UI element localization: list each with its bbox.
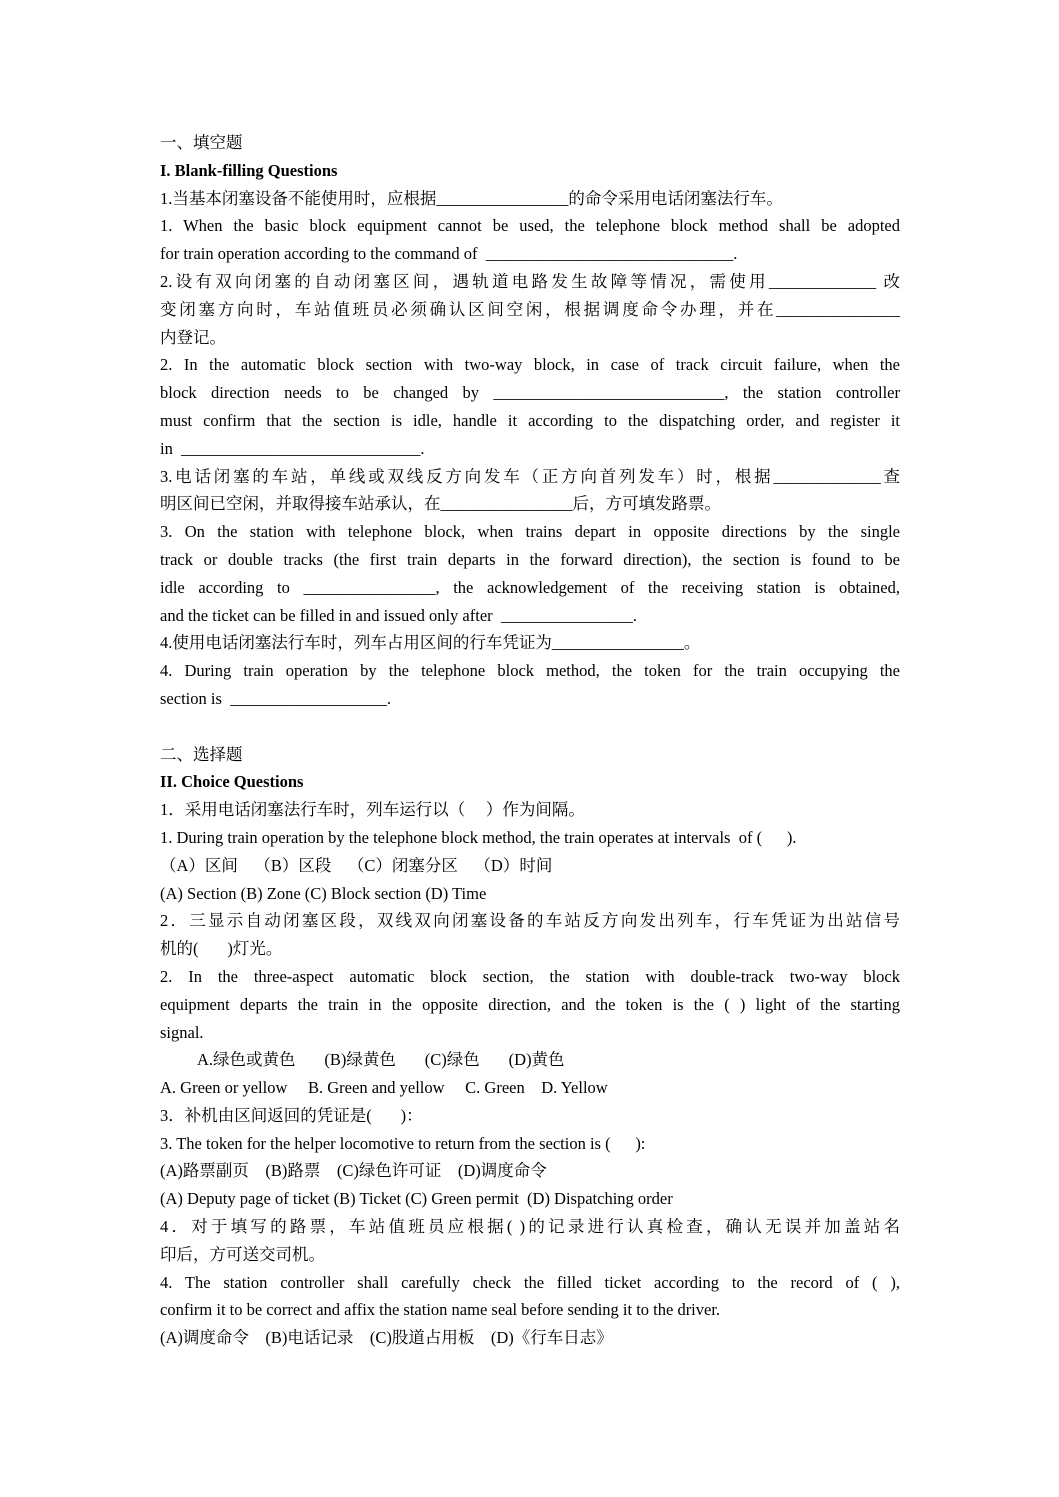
text-line: 4. The station controller shall carefully check the filled ticket according to the record of ( ), [160, 1272, 900, 1292]
text-line: 明区间已空闲，并取得接车站承认，在________________后，方可填发路票。 [160, 494, 721, 514]
section2-title-en: II. Choice Questions [160, 772, 304, 792]
document-page [160, 129, 900, 1352]
text-line: 变闭塞方向时，车站值班员必须确认区间空闲，根据调度命令办理，并在_______________ [160, 299, 900, 319]
text-line: signal. [160, 1022, 204, 1042]
text-line: equipment departs the train in the opposite direction, and the token is the ( ) light of the starting [160, 994, 900, 1014]
text-line: 2．三显示自动闭塞区段，双线双向闭塞设备的车站反方向发出列车，行车凭证为出站信号 [160, 911, 900, 931]
text-line: 1．采用电话闭塞法行车时，列车运行以（ ）作为间隔。 [160, 800, 585, 820]
text-line: (A)路票副页 (B)路票 (C)绿色许可证 (D)调度命令 [160, 1161, 547, 1181]
text-line: idle according to ________________, the acknowledgement of the receiving station is obtained, [160, 577, 900, 597]
section-gap [160, 713, 900, 741]
text-line: 4．对于填写的路票，车站值班员应根据( )的记录进行认真检查，确认无误并加盖站名 [160, 1217, 900, 1237]
text-line: 4. During train operation by the telephone block method, the token for the train occupying the [160, 661, 900, 681]
text-line: 1. During train operation by the telephone block method, the train operates at intervals of ( ). [160, 827, 797, 847]
text-line: (A) Section (B) Zone (C) Block section (D) Time [160, 883, 487, 903]
text-line: 机的( )灯光。 [160, 939, 283, 959]
text-line: section is ___________________. [160, 688, 391, 708]
text-line: 3．补机由区间返回的凭证是( )： [160, 1105, 423, 1125]
section2-body [160, 796, 900, 1352]
text-line: confirm it to be correct and affix the station name seal before sending it to the driver. [160, 1300, 721, 1320]
text-line: 4.使用电话闭塞法行车时，列车占用区间的行车凭证为________________。 [160, 633, 701, 653]
text-line: 3. The token for the helper locomotive to return from the section is ( ): [160, 1133, 646, 1153]
text-line: (A) Deputy page of ticket (B) Ticket (C) Green permit (D) Dispatching order [160, 1189, 673, 1209]
text-line: A. Green or yellow B. Green and yellow C. Green D. Yellow [160, 1078, 608, 1098]
section1-title-cn: 一、填空题 [160, 133, 243, 152]
text-line: and the ticket can be filled in and issued only after ________________. [160, 605, 638, 625]
text-line: 印后，方可送交司机。 [160, 1244, 325, 1264]
text-line: 内登记。 [160, 327, 226, 347]
text-line: 2.设有双向闭塞的自动闭塞区间，遇轨道电路发生故障等情况，需使用_____________ 改 [160, 271, 900, 291]
text-line: A.绿色或黄色 (B)绿黄色 (C)绿色 (D)黄色 [197, 1050, 565, 1070]
text-line: 2. In the three-aspect automatic block section, the station with double-track two-way block [160, 966, 900, 986]
text-line: 1. When the basic block equipment cannot be used, the telephone block method shall be adopted [160, 216, 900, 236]
text-line: （A）区间 （B）区段 （C）闭塞分区 （D）时间 [160, 855, 553, 875]
text-line: (A)调度命令 (B)电话记录 (C)股道占用板 (D)《行车日志》 [160, 1328, 613, 1348]
text-line: 3.电话闭塞的车站，单线或双线反方向发车（正方向首列发车）时，根据_____________查 [160, 466, 900, 486]
text-line: in _____________________________. [160, 438, 425, 458]
text-line: 2. In the automatic block section with two-way block, in case of track circuit failure, when the [160, 355, 900, 375]
text-line: track or double tracks (the first train departs in the forward direction), the section is found to be [160, 549, 900, 569]
text-line: 1.当基本闭塞设备不能使用时，应根据________________的命令采用电话闭塞法行车。 [160, 188, 783, 208]
section1-body [160, 185, 900, 713]
text-line: must confirm that the section is idle, handle it according to the dispatching order, and register it [160, 410, 900, 430]
text-line: for train operation according to the command of ______________________________. [160, 244, 738, 264]
section2-title-cn: 二、选择题 [160, 744, 243, 764]
text-line: block direction needs to be changed by ____________________________, the station controller [160, 383, 900, 403]
section1-title-en: I. Blank-filling Questions [160, 160, 338, 180]
text-line: 3. On the station with telephone block, when trains depart in opposite directions by the single [160, 522, 900, 542]
